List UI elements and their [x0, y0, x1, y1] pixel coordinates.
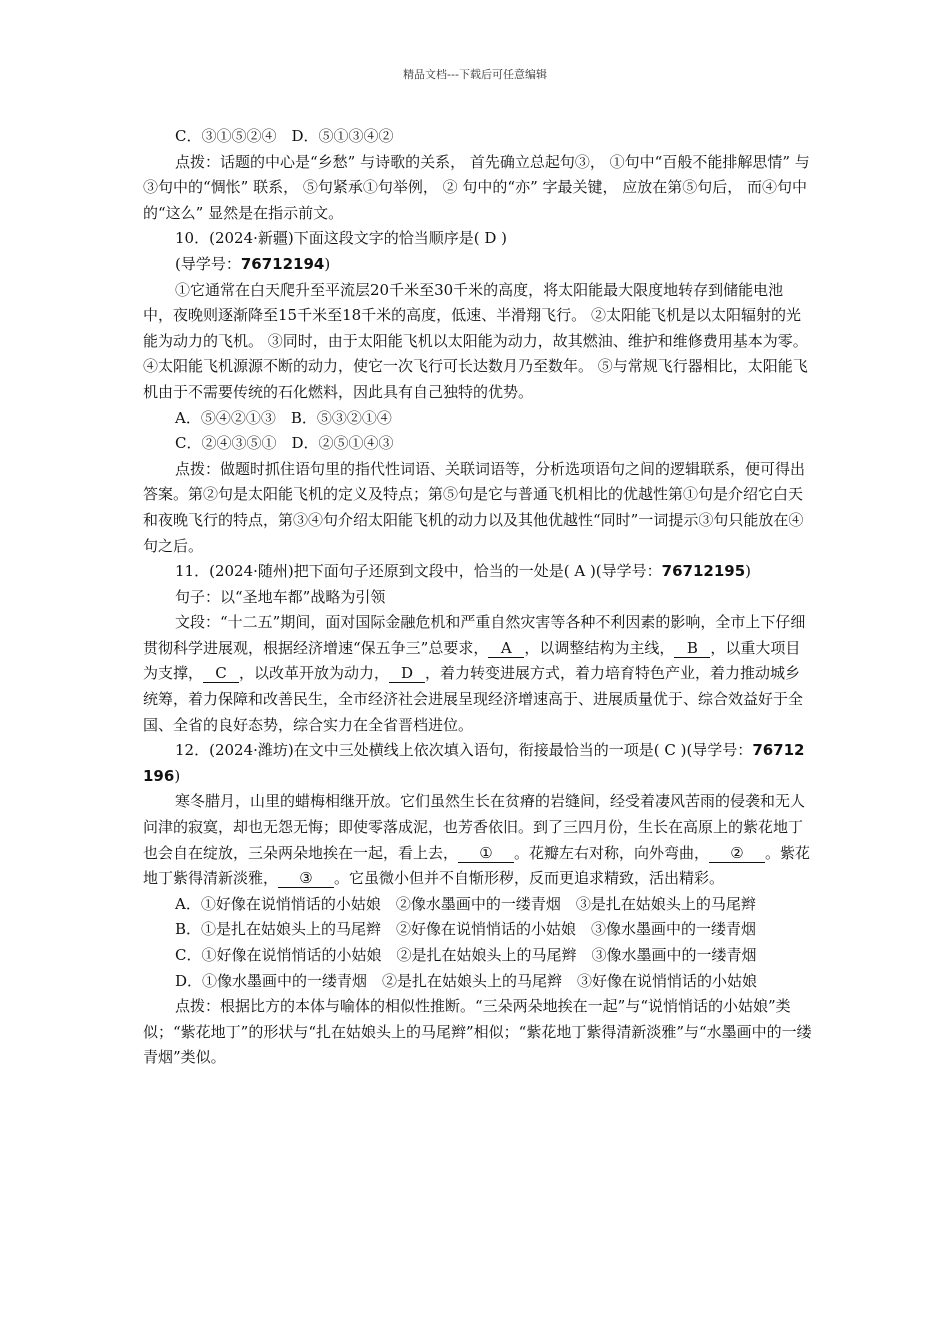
q10-stem-text: 10．(2024·新疆)下面这段文字的恰当顺序是( D ): [175, 229, 508, 248]
q9-hint: 点拨：话题的中心是“乡愁” 与诗歌的关系， 首先确立总起句③， ①句中“百般不能排解思情” 与③句中的“惆怅” 联系， ⑤句紧承①句举例， ② 句中的“亦” 字最关键， 应放在第⑤句后， 而④句中的“这么” 显然是在指示前文。: [143, 152, 810, 222]
q10-guide-end: ): [324, 254, 331, 273]
q12-guide-end: ): [174, 766, 181, 785]
q10-passage: ①它通常在白天爬升至平流层20千米至30千米的高度，将太阳能最大限度地转存到储能电池中，夜晚则逐渐降至15千米至18千米的高度，低速、半滑翔飞行。 ②太阳能飞机是以太阳辐射的光能为动力的飞机。 ③同时，由于太阳能飞机以太阳能为动力，故其燃油、维护和维修费用基本为零。 ④太阳能飞机源源不断的动力，使它一次飞行可长达数月乃至数年。 ⑤与常规飞行器相比，太阳能飞机由于不需要传统的石化燃料，因此具有自己独特的优势。: [143, 280, 813, 401]
q11-passage: [143, 610, 813, 738]
q10-options-ab: A．⑤④②①③ B．⑤③②①④: [175, 408, 392, 427]
q11-passage-part-2: ，以调整结构为主线，: [524, 638, 675, 657]
q11-blank-b: B: [674, 639, 710, 658]
q9-options-cd: C．③①⑤②④ D．⑤①③④②: [175, 127, 394, 145]
q11-blank-d: D: [389, 664, 425, 683]
q12-blank-1: ①: [458, 844, 514, 863]
q11-guide-number: 76712195: [661, 562, 746, 581]
q11-blank-c: C: [203, 664, 239, 683]
q11-passage-part-1: 文段：“十二五”期间，面对国际金融危机和严重自然灾害等各种不利因素的影响，全市上下仔细贯彻科学进展观，根据经济增速“保五争三”总要求，: [143, 613, 806, 657]
q11-blank-a: A: [488, 639, 524, 658]
q12-blank-3: ③: [278, 869, 334, 888]
q11-passage-part-4: ，以改革开放为动力，: [239, 664, 390, 683]
q11-guide-end: ): [745, 562, 752, 581]
q11-sentence: 句子：以“圣地车都”战略为引领: [175, 587, 386, 606]
q12-passage: [143, 789, 813, 891]
q12-stem-text: 12．(2024·潍坊)在文中三处横线上依次填入语句，衔接最恰当的一项是( C )(导学号：: [175, 741, 753, 760]
q10-guide-label: (导学号：: [175, 254, 241, 273]
q10-stem: [143, 226, 813, 252]
q12-passage-part-2: 。花瓣左右对称，向外弯曲，: [514, 843, 710, 862]
q11-passage-part-3: ，以重大项目为支撑，: [143, 638, 801, 683]
q12-stem: [143, 738, 813, 789]
q11-stem: [143, 559, 813, 585]
q12-passage-part-1: 寒冬腊月，山里的蜡梅相继开放。它们虽然生长在贫瘠的岩缝间，经受着凄风苦雨的侵袭和无人问津的寂寞，却也无怨无悔；即使零落成泥，也芳香依旧。到了三四月份，生长在高原上的紫花地丁也会自在绽放，三朵两朵地挨在一起，看上去，: [143, 792, 806, 862]
q12-passage-part-4: 。它虽微小但并不自惭形秽，反而更追求精致，活出精彩。: [334, 869, 725, 888]
q10-hint: 点拨：做题时抓住语句里的指代性词语、关联词语等，分析选项语句之间的逻辑联系，便可得出答案。第②句是太阳能飞机的定义及特点；第⑤句是它与普通飞机相比的优越性第①句是介绍它白天和夜晚飞行的特点，第③④句介绍太阳能飞机的动力以及其他优越性“同时”一词提示③句只能放在④句之后。: [143, 459, 806, 555]
q12-option-c: C．①好像在说悄悄话的小姑娘 ②是扎在姑娘头上的马尾辫 ③像水墨画中的一缕青烟: [175, 946, 757, 964]
q12-option-b: B．①是扎在姑娘头上的马尾辫 ②好像在说悄悄话的小姑娘 ③像水墨画中的一缕青烟: [175, 920, 757, 939]
q10-guide-number: 76712194: [240, 254, 325, 273]
q12-hint: 点拨：根据比方的本体与喻体的相似性推断。“三朵两朵地挨在一起”与“说悄悄话的小姑娘”类似；“紫花地丁”的形状与“扎在姑娘头上的马尾辫”相似；“紫花地丁紫得清新淡雅”与“水墨画中的一缕青烟”类似。: [143, 997, 812, 1067]
q10-options-cd: C．②④③⑤① D．②⑤①④③: [175, 434, 394, 453]
document-body: [143, 124, 813, 1071]
q12-option-a: A．①好像在说悄悄话的小姑娘 ②像水墨画中的一缕青烟 ③是扎在姑娘头上的马尾辫: [175, 894, 756, 913]
q11-stem-text: 11．(2024·随州)把下面句子还原到文段中，恰当的一处是( A )(导学号：: [175, 562, 662, 581]
q12-guide-number: 76712196: [143, 741, 805, 785]
q12-option-d: D．①像水墨画中的一缕青烟 ②是扎在姑娘头上的马尾辫 ③好像在说悄悄话的小姑娘: [175, 971, 758, 990]
q12-passage-part-3: 。紫花地丁紫得清新淡雅，: [143, 843, 811, 888]
q12-blank-2: ②: [709, 844, 765, 863]
q10-guide: [143, 252, 813, 278]
page-header: 精品文档---下载后可任意编辑: [403, 68, 547, 81]
q11-passage-part-5: ，着力转变进展方式，着力培育特色产业，着力推动城乡统筹，着力保障和改善民生，全市经济社会进展呈现经济增速高于、进展质量优于、综合效益好于全国、全省的良好态势，综合实力在全省晋档进位。: [143, 664, 804, 734]
